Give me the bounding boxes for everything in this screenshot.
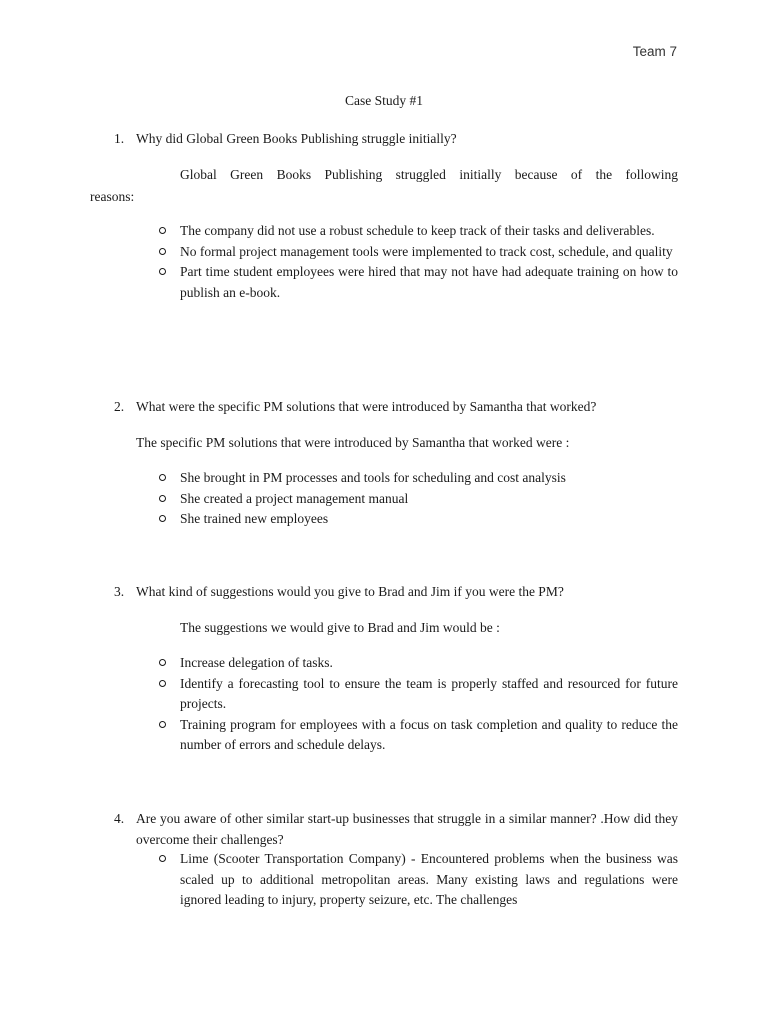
list-item: She brought in PM processes and tools for scheduling and cost analysis bbox=[158, 468, 678, 489]
list-item: She trained new employees bbox=[158, 509, 678, 530]
list-item: Identify a forecasting tool to ensure the team is properly staffed and resourced for future projects. bbox=[158, 674, 678, 715]
circle-bullet-icon bbox=[159, 659, 166, 666]
page-title: Case Study #1 bbox=[344, 93, 423, 108]
question-4 bbox=[114, 808, 678, 850]
question-2 bbox=[114, 396, 678, 417]
list-item: The company did not use a robust schedule to keep track of their tasks and deliverables. bbox=[158, 221, 678, 242]
answer-4-list bbox=[158, 849, 678, 911]
circle-bullet-icon bbox=[159, 495, 166, 502]
team-header: Team 7 bbox=[632, 44, 677, 59]
list-item: Training program for employees with a focus on task completion and quality to reduce the number of errors and schedule delays. bbox=[158, 715, 678, 756]
answer-1-lead: Global Green Books Publishing struggled initially because of the following bbox=[180, 167, 678, 182]
answer-2-list bbox=[158, 468, 678, 530]
question-number: 1. bbox=[114, 131, 125, 146]
question-number: 2. bbox=[114, 399, 125, 414]
answer-1-tail: reasons: bbox=[90, 189, 135, 204]
question-text: What were the specific PM solutions that were introduced by Samantha that worked? bbox=[136, 399, 597, 414]
question-3 bbox=[114, 581, 678, 602]
list-item: She created a project management manual bbox=[158, 489, 678, 510]
list-item: Increase delegation of tasks. bbox=[158, 653, 678, 674]
circle-bullet-icon bbox=[159, 474, 166, 481]
circle-bullet-icon bbox=[159, 227, 166, 234]
circle-bullet-icon bbox=[159, 515, 166, 522]
list-item: No formal project management tools were implemented to track cost, schedule, and quality bbox=[158, 242, 678, 263]
circle-bullet-icon bbox=[159, 721, 166, 728]
question-text: What kind of suggestions would you give to Brad and Jim if you were the PM? bbox=[136, 584, 564, 599]
list-item: Lime (Scooter Transportation Company) - Encountered problems when the business was scaled up to additional metropolitan areas. Many existing laws and regulations were ignored leading to injury, property seizure, etc. The challenges bbox=[158, 849, 678, 911]
list-item: Part time student employees were hired that may not have had adequate training on how to publish an e-book. bbox=[158, 262, 678, 303]
question-1 bbox=[114, 128, 678, 149]
circle-bullet-icon bbox=[159, 855, 166, 862]
answer-2: The specific PM solutions that were introduced by Samantha that worked were : bbox=[136, 435, 570, 450]
circle-bullet-icon bbox=[159, 268, 166, 275]
circle-bullet-icon bbox=[159, 248, 166, 255]
answer-3-list bbox=[158, 653, 678, 756]
answer-3: The suggestions we would give to Brad and Jim would be : bbox=[180, 620, 500, 635]
answer-1-list bbox=[158, 221, 678, 303]
question-text: Are you aware of other similar start-up businesses that struggle in a similar manner? .How did they overcome their challenges? bbox=[136, 811, 678, 847]
question-number: 3. bbox=[114, 584, 125, 599]
question-text: Why did Global Green Books Publishing struggle initially? bbox=[136, 131, 457, 146]
question-number: 4. bbox=[114, 811, 125, 826]
circle-bullet-icon bbox=[159, 680, 166, 687]
